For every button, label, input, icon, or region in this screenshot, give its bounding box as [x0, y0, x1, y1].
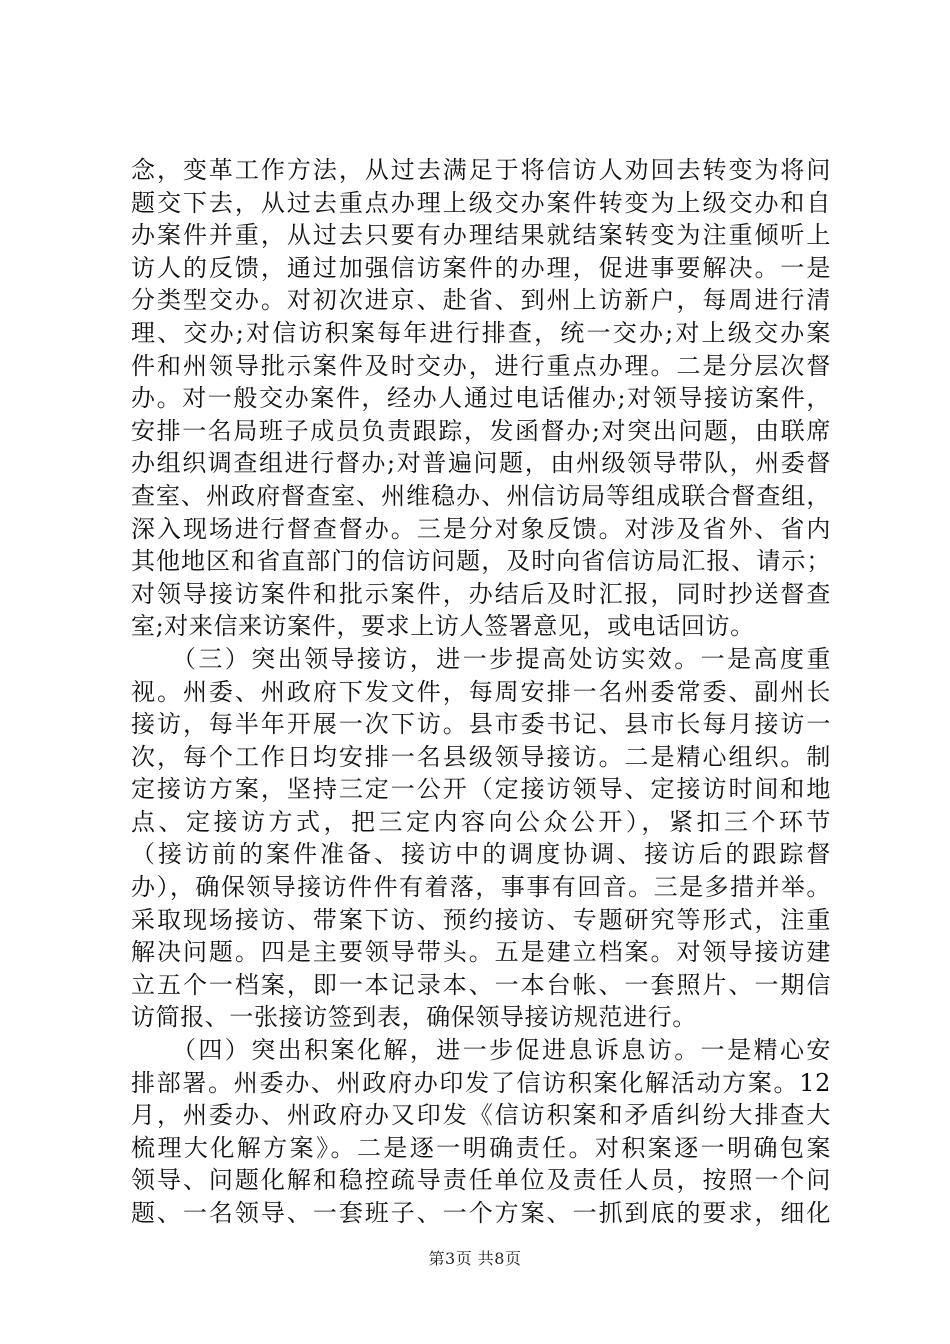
paragraph-3 — [131, 1034, 831, 1230]
text-line: 深入现场进行督查督办。三是分对象反馈。对涉及省外、省内 — [131, 514, 831, 543]
paragraph-2 — [131, 643, 831, 1034]
text-line: 题、一名领导、一套班子、一个方案、一抓到底的要求，细化 — [131, 1199, 831, 1227]
text-line: 对领导接访案件和批示案件，办结后及时汇报，同时抄送督查 — [131, 579, 831, 608]
text-line: 定接访方案，坚持三定一公开（定接访领导、定接访时间和地 — [131, 775, 831, 804]
text-line: （四）突出积案化解，进一步促进息诉息访。一是精心安 — [131, 1036, 831, 1065]
text-line: 念，变革工作方法，从过去满足于将信访人劝回去转变为将问 — [131, 156, 831, 184]
text-line: 访人的反馈，通过加强信访案件的办理，促进事要解决。一是 — [131, 253, 831, 282]
text-line: 理、交办;对信访积案每年进行排查，统一交办;对上级交办案 — [131, 318, 831, 347]
text-line: 接访，每半年开展一次下访。县市委书记、县市长每月接访一 — [131, 710, 831, 739]
text-line: 办。对一般交办案件，经办人通过电话催办;对领导接访案件， — [131, 384, 831, 413]
paragraph-1 — [131, 154, 831, 643]
text-line: （接访前的案件准备、接访中的调度协调、接访后的跟踪督 — [131, 840, 831, 869]
page-number-footer: 第3页 共8页 — [428, 1249, 522, 1268]
text-line: 办），确保领导接访件件有着落，事事有回音。三是多措并举。 — [131, 873, 831, 902]
text-line: 立五个一档案，即一本记录本、一本台帐、一套照片、一期信 — [131, 970, 831, 999]
text-line: 查室、州政府督查室、州维稳办、州信访局等组成联合督查组， — [131, 481, 831, 510]
text-line: 办组织调查组进行督办;对普遍问题，由州级领导带队，州委督 — [131, 449, 831, 478]
document-body — [131, 154, 831, 1230]
text-line: 排部署。州委办、州政府办印发了信访积案化解活动方案。12 — [131, 1068, 831, 1097]
text-line: 领导、问题化解和稳控疏导责任单位及责任人员，按照一个问 — [131, 1166, 831, 1195]
text-line: 视。州委、州政府下发文件，每周安排一名州委常委、副州长 — [131, 677, 831, 706]
text-line: 解决问题。四是主要领导带头。五是建立档案。对领导接访建 — [131, 938, 831, 967]
text-line: 点、定接访方式，把三定内容向公众公开），紧扣三个环节 — [131, 807, 831, 836]
text-line: 月，州委办、州政府办又印发《信访积案和矛盾纠纷大排查大 — [131, 1101, 831, 1130]
text-line: 访简报、一张接访签到表，确保领导接访规范进行。 — [131, 1003, 697, 1032]
text-line: 件和州领导批示案件及时交办，进行重点办理。二是分层次督 — [131, 351, 831, 380]
text-line: 其他地区和省直部门的信访问题，及时向省信访局汇报、请示； — [131, 547, 831, 576]
text-line: 分类型交办。对初次进京、赴省、到州上访新户，每周进行清 — [131, 286, 831, 315]
text-line: 办案件并重，从过去只要有办理结果就结案转变为注重倾听上 — [131, 221, 831, 250]
text-line: 梳理大化解方案》。二是逐一明确责任。对积案逐一明确包案 — [131, 1133, 831, 1162]
text-line: （三）突出领导接访，进一步提高处访实效。一是高度重 — [131, 644, 831, 673]
text-line: 安排一名局班子成员负责跟踪，发函督办;对突出问题，由联席 — [131, 416, 831, 445]
text-line: 室;对来信来访案件，要求上访人签署意见，或电话回访。 — [131, 612, 755, 641]
text-line: 次，每个工作日均安排一名县级领导接访。二是精心组织。制 — [131, 742, 831, 771]
text-line: 题交下去，从过去重点办理上级交办案件转变为上级交办和自 — [131, 188, 831, 217]
text-line: 采取现场接访、带案下访、预约接访、专题研究等形式，注重 — [131, 905, 831, 934]
